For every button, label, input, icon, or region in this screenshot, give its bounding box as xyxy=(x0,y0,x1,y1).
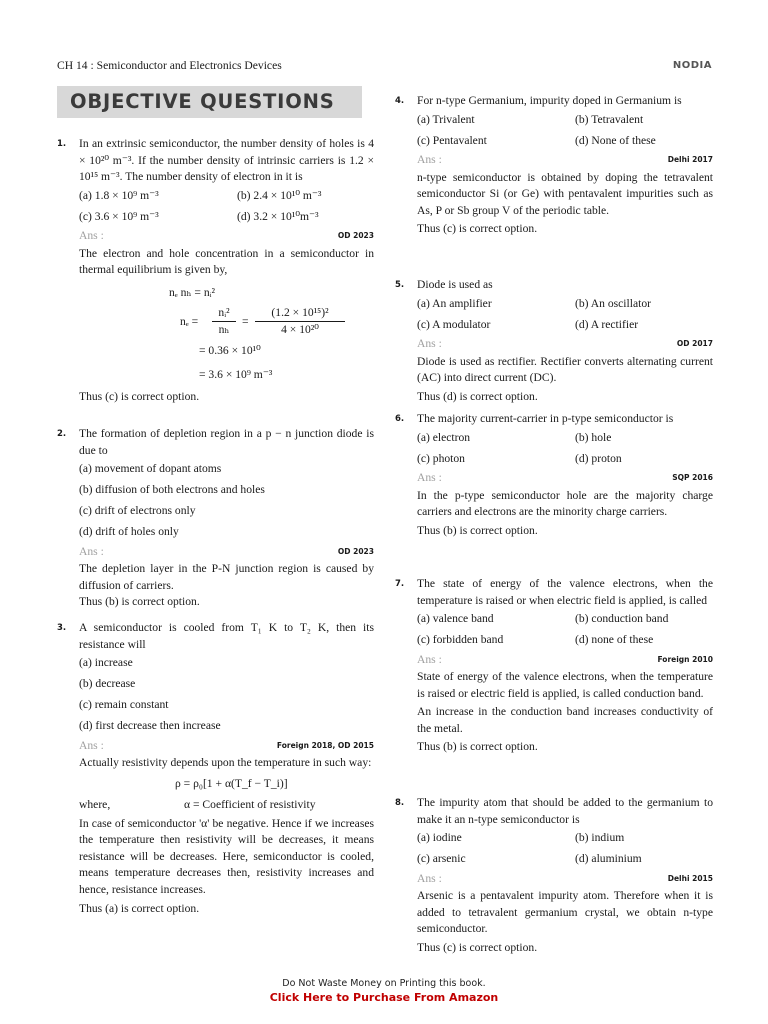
question-source: SQP 2016 xyxy=(672,473,713,483)
options xyxy=(417,428,713,470)
option-b: (b) diffusion of both electrons and holes xyxy=(79,483,265,497)
fraction xyxy=(212,305,236,339)
option-a: (a) 1.8 × 10⁹ m⁻³ xyxy=(79,188,159,202)
question-source: OD 2017 xyxy=(676,339,713,349)
conclusion: Thus (c) is correct option. xyxy=(79,389,200,403)
options xyxy=(417,828,713,870)
option-c: (c) drift of electrons only xyxy=(79,504,196,518)
question-number: 4. xyxy=(395,96,405,106)
option-a: (a) Trivalent xyxy=(417,112,475,126)
answer-text: The depletion layer in the P-N junction region is caused by diffusion of carriers. xyxy=(79,562,374,592)
option-c: (c) arsenic xyxy=(417,852,466,866)
conclusion: Thus (a) is correct option. xyxy=(79,902,200,915)
option-b: (b) Tetravalent xyxy=(575,112,644,126)
equation: nₑ nₕ = nᵢ² xyxy=(169,285,215,299)
question-text: A semiconductor is cooled from T₁ K to T₂ K, then its resistance will xyxy=(79,621,374,651)
options xyxy=(79,459,374,543)
answer-text: n-type semiconductor is obtained by doping the tetravalent semiconductor Si (or Ge) with pentavalent impurities such as As, P or Sb group V of the periodic table. xyxy=(417,170,713,217)
equals-sign: = xyxy=(242,314,249,328)
question-1 xyxy=(57,136,374,405)
equation-lhs: nₑ = xyxy=(180,314,199,328)
where-line xyxy=(79,796,374,816)
option-b: (b) indium xyxy=(575,831,625,845)
equation: ρ = ρ₀[1 + α(T_f − T_i)] xyxy=(175,776,288,790)
question-number: 7. xyxy=(395,579,405,589)
option-b: (b) An oscillator xyxy=(575,296,651,310)
option-d: (d) 3.2 × 10¹⁰m⁻³ xyxy=(237,209,319,223)
question-text: The majority current-carrier in p-type semiconductor is xyxy=(417,412,674,425)
equation: = 3.6 × 10⁹ m⁻³ xyxy=(199,367,273,381)
question-8 xyxy=(395,795,713,956)
fraction-denominator: nₕ xyxy=(218,323,230,336)
option-d: (d) None of these xyxy=(575,133,656,147)
question-text: For n-type Germanium, impurity doped in Germanium is xyxy=(417,94,682,107)
question-4 xyxy=(395,93,713,238)
question-number: 2. xyxy=(57,429,67,439)
question-number: 6. xyxy=(395,414,405,424)
ans-label: Ans : xyxy=(417,471,442,485)
question-number: 5. xyxy=(395,280,405,290)
question-text: The impurity atom that should be added to the germanium to make it an n-type semiconductor is xyxy=(417,796,713,826)
ans-label: Ans : xyxy=(79,738,104,752)
equation-block xyxy=(79,283,374,387)
conclusion: Thus (c) is correct option. xyxy=(417,222,538,235)
option-b: (b) 2.4 × 10¹⁰ m⁻³ xyxy=(237,188,322,202)
conclusion: Thus (d) is correct option. xyxy=(417,389,538,403)
answer-text: State of energy of the valence electrons, when the temperature is raised or electric field is applied, is called conduction band. xyxy=(417,670,713,700)
option-c: (c) Pentavalent xyxy=(417,133,487,147)
option-c: (c) remain constant xyxy=(79,698,169,712)
conclusion: Thus (c) is correct option. xyxy=(417,940,538,954)
answer-text: The electron and hole concentration in a semiconductor in thermal equilibrium is given by, xyxy=(79,246,374,276)
option-b: (b) conduction band xyxy=(575,612,669,626)
option-b: (b) decrease xyxy=(79,677,136,691)
conclusion: Thus (b) is correct option. xyxy=(417,740,538,753)
answer-text: In the p-type semiconductor hole are the majority charge carriers and electrons are the minority charge carriers. xyxy=(417,488,713,518)
ans-label: Ans : xyxy=(417,871,442,885)
equation-block xyxy=(79,772,374,796)
option-d: (d) proton xyxy=(575,451,622,465)
options xyxy=(417,294,713,336)
section-title: OBJECTIVE QUESTIONS xyxy=(70,90,335,113)
answer-text: Diode is used as rectifier. Rectifier converts alternating current (AC) into direct current (DC). xyxy=(417,354,713,384)
option-c: (c) A modulator xyxy=(417,317,491,331)
option-d: (d) aluminium xyxy=(575,852,642,866)
ans-label: Ans : xyxy=(79,229,104,243)
option-a: (a) increase xyxy=(79,656,133,670)
fraction-denominator: 4 × 10²⁰ xyxy=(281,323,319,336)
equation: = 0.36 × 10¹⁰ xyxy=(199,343,261,357)
option-d: (d) drift of holes only xyxy=(79,525,179,539)
option-a: (a) electron xyxy=(417,430,471,444)
option-c: (c) photon xyxy=(417,451,465,465)
question-source: Delhi 2017 xyxy=(667,155,713,165)
ans-label: Ans : xyxy=(79,544,104,558)
question-5 xyxy=(395,277,713,405)
conclusion: Thus (b) is correct option. xyxy=(417,523,538,537)
question-3 xyxy=(57,620,374,918)
section-banner xyxy=(57,86,362,118)
question-number: 1. xyxy=(57,139,67,149)
question-source: OD 2023 xyxy=(337,231,374,241)
question-source: Foreign 2010 xyxy=(657,654,713,664)
fraction-numerator: (1.2 × 10¹⁵)² xyxy=(255,305,345,323)
where-text: α = Coefficient of resistivity xyxy=(184,797,316,811)
question-source: Foreign 2018, OD 2015 xyxy=(276,740,374,750)
option-c: (c) 3.6 × 10⁹ m⁻³ xyxy=(79,209,159,223)
fraction-numerator: nᵢ² xyxy=(212,305,236,323)
question-6 xyxy=(395,411,713,539)
question-2 xyxy=(57,426,374,611)
ans-label: Ans : xyxy=(417,153,442,167)
options xyxy=(79,653,374,737)
answer-text: In case of semiconductor 'α' be negative. Hence if we increases the temperature then resistivity will be decreases, it means resistance will be decreases. Here, semiconductor is cooled, means temperature decreases then, resistivity increases and hence, resistance increases. xyxy=(79,816,374,896)
option-b: (b) hole xyxy=(575,430,612,444)
question-text: The state of energy of the valence electrons, when the temperature is raised or when electric field is applied, is called xyxy=(417,577,713,607)
option-a: (a) movement of dopant atoms xyxy=(79,462,222,476)
ans-label: Ans : xyxy=(417,652,442,666)
chapter-header: CH 14 : Semiconductor and Electronics Devices xyxy=(57,59,282,72)
question-number: 8. xyxy=(395,798,405,808)
question-text: In an extrinsic semiconductor, the number density of holes is 4 × 10²⁰ m⁻³. If the number density of intrinsic carriers is 1.2 × 10¹⁵ m⁻³. The number density of electron in it is xyxy=(79,137,374,183)
question-7 xyxy=(395,576,713,756)
question-text: The formation of depletion region in a p − n junction diode is due to xyxy=(79,427,374,457)
where-label: where, xyxy=(79,797,111,811)
option-d: (d) A rectifier xyxy=(575,317,639,331)
purchase-link[interactable]: Click Here to Purchase From Amazon xyxy=(269,991,499,1004)
option-d: (d) none of these xyxy=(575,633,654,647)
option-a: (a) An amplifier xyxy=(417,296,492,310)
fraction xyxy=(255,305,345,339)
question-text: Diode is used as xyxy=(417,278,493,291)
ans-label: Ans : xyxy=(417,337,442,351)
option-a: (a) iodine xyxy=(417,831,462,845)
answer-text: An increase in the conduction band increases conductivity of the metal. xyxy=(417,705,713,735)
question-source: Delhi 2015 xyxy=(667,873,713,883)
option-a: (a) valence band xyxy=(417,612,494,626)
answer-text: Actually resistivity depends upon the temperature in such way: xyxy=(79,756,372,769)
brand-logo: NODIA xyxy=(672,60,712,71)
options xyxy=(79,186,374,228)
question-source: OD 2023 xyxy=(337,546,374,556)
question-number: 3. xyxy=(57,623,67,633)
options xyxy=(417,110,713,152)
option-d: (d) first decrease then increase xyxy=(79,719,221,733)
conclusion: Thus (b) is correct option. xyxy=(79,595,200,608)
options xyxy=(417,609,713,651)
option-c: (c) forbidden band xyxy=(417,633,504,647)
answer-text: Arsenic is a pentavalent impurity atom. Therefore when it is added to tetravalent germanium crystal, we obtain n-type semiconductor. xyxy=(417,889,713,935)
footer-notice: Do Not Waste Money on Printing this book. xyxy=(282,978,486,989)
